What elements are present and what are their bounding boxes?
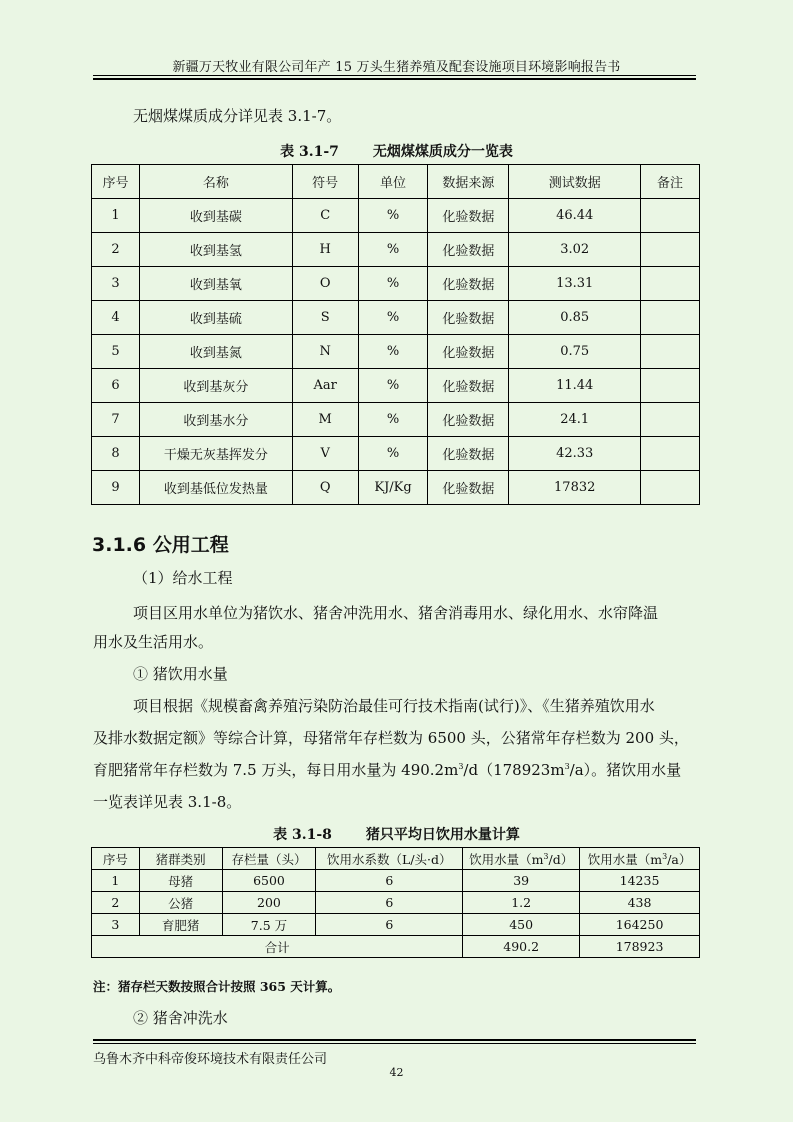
table-cell: O (292, 267, 358, 301)
table-cell: 化验数据 (428, 403, 509, 437)
table-cell: 化验数据 (428, 471, 509, 505)
table-cell (641, 403, 700, 437)
table-cell: 14235 (580, 870, 700, 892)
table-cell: 164250 (580, 914, 700, 936)
table1-row (92, 403, 700, 437)
table-cell: 4 (92, 301, 140, 335)
table1-header-cell: 测试数据 (509, 165, 641, 199)
footer-rule-thick (93, 1039, 696, 1041)
table-cell: % (358, 403, 428, 437)
table-cell (641, 233, 700, 267)
paragraph-line: 及排水数据定额》等综合计算，母猪常年存栏数为 6500 头，公猪常年存栏数为 200 头， (93, 729, 689, 747)
table-cell: % (358, 437, 428, 471)
header-rule-thin (93, 75, 696, 76)
table-cell: 育肥猪 (139, 914, 222, 936)
table-cell: 11.44 (509, 369, 641, 403)
table-cell (641, 335, 700, 369)
header-rule-thick (93, 78, 696, 80)
table2-header-cell: 饮用水量$(m^3/a)$ (580, 848, 700, 870)
table-cell: 3.02 (509, 233, 641, 267)
table-cell: % (358, 233, 428, 267)
table2-header-cell: 猪群类别 (139, 848, 222, 870)
subsection-water-supply: （1）给水工程 (133, 569, 233, 587)
table-cell: 2 (92, 233, 140, 267)
table-cell: 39 (463, 870, 580, 892)
table-cell: 3 (92, 914, 140, 936)
table-cell: 化验数据 (428, 233, 509, 267)
table-cell: 母猪 (139, 870, 222, 892)
table-cell: 公猪 (139, 892, 222, 914)
table1-row (92, 471, 700, 505)
table1-header-row (92, 165, 700, 199)
table-cell: 7 (92, 403, 140, 437)
table-cell: 1.2 (463, 892, 580, 914)
table-cell: 6500 (222, 870, 316, 892)
footer-company: 乌鲁木齐中科帝俊环境技术有限责任公司 (93, 1052, 328, 1067)
page-number: 42 (389, 1066, 404, 1079)
table-cell: 化验数据 (428, 199, 509, 233)
table-cell: 收到基低位发热量 (139, 471, 292, 505)
table2-number: 表 3.1-8 (273, 827, 332, 843)
table-cell (641, 437, 700, 471)
table1-row (92, 335, 700, 369)
table-cell: KJ/Kg (358, 471, 428, 505)
table-cell: V (292, 437, 358, 471)
section-heading: 3.1.6 公用工程 (92, 534, 229, 556)
table-cell: 化验数据 (428, 301, 509, 335)
table2-row (92, 870, 700, 892)
table2-header-row (92, 848, 700, 870)
table-cell: M (292, 403, 358, 437)
table1-header-cell: 序号 (92, 165, 140, 199)
paragraph-line: 项目根据《规模畜禽养殖污染防治最佳可行技术指南(试行)》、《生猪养殖饮用水 (133, 697, 655, 715)
table2-total-cell: 178923 (580, 936, 700, 958)
table1-row (92, 301, 700, 335)
table1-row (92, 199, 700, 233)
table-cell (641, 369, 700, 403)
table1-header-cell: 单位 (358, 165, 428, 199)
table-cell: 3 (92, 267, 140, 301)
paragraph-line: 育肥猪常年存栏数为 7.5 万头，每日用水量为 $490.2m^3/d(178923m^3/a)$。猪饮用水量 (93, 761, 682, 779)
table-cell: Q (292, 471, 358, 505)
table-cell: 5 (92, 335, 140, 369)
table-cell: 9 (92, 471, 140, 505)
table-cell: H (292, 233, 358, 267)
table-cell: 46.44 (509, 199, 641, 233)
table1-row (92, 233, 700, 267)
table-cell: % (358, 199, 428, 233)
table1-row (92, 369, 700, 403)
paragraph-line: 一览表详见表 3.1-8。 (93, 793, 242, 811)
table-cell: 17832 (509, 471, 641, 505)
table-cell: % (358, 267, 428, 301)
table-cell: 450 (463, 914, 580, 936)
table2-caption (0, 824, 793, 844)
subsection-pig-house-flush-water: ② 猪舍冲洗水 (133, 1009, 228, 1027)
table-cell: 1 (92, 870, 140, 892)
subsection-pig-drinking-water: ① 猪饮用水量 (133, 665, 228, 683)
table-cell: 6 (316, 914, 463, 936)
table2-total-label: 合计 (92, 936, 463, 958)
table1-header-cell: 数据来源 (428, 165, 509, 199)
table2-total-cell: 490.2 (463, 936, 580, 958)
table1-title: 无烟煤煤质成分一览表 (372, 144, 513, 160)
table1-number: 表 3.1-7 (280, 144, 339, 160)
table-cell: Aar (292, 369, 358, 403)
table-cell: 7.5 万 (222, 914, 316, 936)
table-note: 注：猪存栏天数按照合计按照 365 天计算。 (93, 979, 341, 994)
table1-header-cell: 备注 (641, 165, 700, 199)
intro-paragraph: 无烟煤煤质成分详见表 3.1-7。 (133, 107, 342, 125)
table-cell: 200 (222, 892, 316, 914)
table-cell: 化验数据 (428, 437, 509, 471)
table-cell (641, 471, 700, 505)
pig-water-table (91, 847, 700, 958)
paragraph-line: 用水及生活用水。 (93, 633, 214, 651)
table2-row (92, 892, 700, 914)
table2-header-cell: 饮用水量$(m^3/d)$ (463, 848, 580, 870)
table-cell: 0.85 (509, 301, 641, 335)
table-cell: 1 (92, 199, 140, 233)
table1-row (92, 267, 700, 301)
table2-header-cell: 饮用水系数（L/头·d） (316, 848, 463, 870)
table-cell: 收到基水分 (139, 403, 292, 437)
table-cell: 化验数据 (428, 335, 509, 369)
table-cell: 化验数据 (428, 369, 509, 403)
table1-caption (0, 141, 793, 161)
table-cell: 438 (580, 892, 700, 914)
table-cell: 24.1 (509, 403, 641, 437)
table-cell: % (358, 301, 428, 335)
table-cell: % (358, 335, 428, 369)
table-cell: 收到基氢 (139, 233, 292, 267)
table-cell: S (292, 301, 358, 335)
table-cell: 干燥无灰基挥发分 (139, 437, 292, 471)
table-cell: 13.31 (509, 267, 641, 301)
coal-composition-table (91, 164, 700, 505)
table2-header-cell: 存栏量（头） (222, 848, 316, 870)
table-cell: N (292, 335, 358, 369)
table-cell (641, 199, 700, 233)
table-cell: % (358, 369, 428, 403)
table1-header-cell: 名称 (139, 165, 292, 199)
table1-header-cell: 符号 (292, 165, 358, 199)
table-cell: 化验数据 (428, 267, 509, 301)
table-cell: 0.75 (509, 335, 641, 369)
table2-header-cell: 序号 (92, 848, 140, 870)
table-cell: 6 (316, 870, 463, 892)
table-cell: 42.33 (509, 437, 641, 471)
table-cell: 收到基氧 (139, 267, 292, 301)
table2-total-row (92, 936, 700, 958)
table2-title: 猪只平均日饮用水量计算 (365, 827, 520, 843)
table-cell (641, 267, 700, 301)
table-cell: 6 (92, 369, 140, 403)
footer-rule-thin (93, 1043, 696, 1044)
table-cell: C (292, 199, 358, 233)
table-cell: 收到基氮 (139, 335, 292, 369)
document-header-title: 新疆万天牧业有限公司年产 15 万头生猪养殖及配套设施项目环境影响报告书 (172, 60, 621, 75)
table-cell: 8 (92, 437, 140, 471)
table-cell: 收到基硫 (139, 301, 292, 335)
table2-row (92, 914, 700, 936)
table-cell: 收到基灰分 (139, 369, 292, 403)
table-cell: 收到基碳 (139, 199, 292, 233)
table-cell (641, 301, 700, 335)
table-cell: 2 (92, 892, 140, 914)
table-cell: 6 (316, 892, 463, 914)
paragraph-line: 项目区用水单位为猪饮水、猪舍冲洗用水、猪舍消毒用水、绿化用水、水帘降温 (133, 604, 659, 622)
table1-row (92, 437, 700, 471)
